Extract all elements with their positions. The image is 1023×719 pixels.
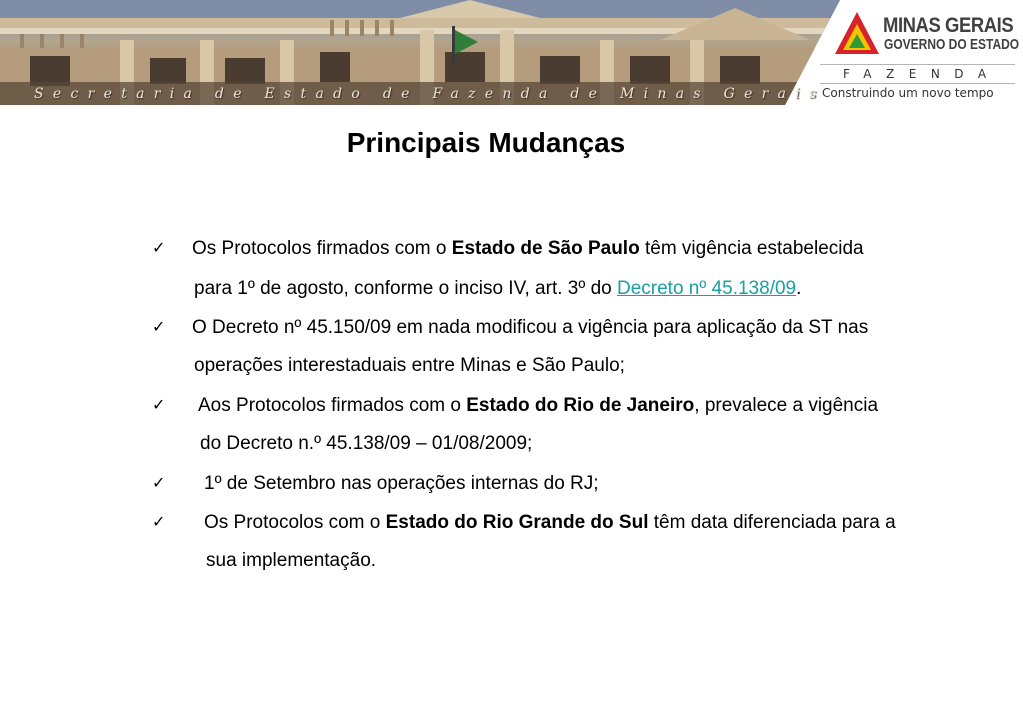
- logo-slogan: Construindo um novo tempo: [822, 86, 994, 100]
- decree-link[interactable]: Decreto nº 45.138/09: [616, 278, 797, 299]
- checkmark-icon: ✓: [152, 238, 166, 257]
- bold-text: Estado do Rio Grande do Sul: [385, 512, 649, 533]
- bullet-3-line-2: do Decreto n.º 45.138/09 – 01/08/2009;: [200, 433, 533, 454]
- checkmark-icon: ✓: [152, 395, 166, 414]
- bullet-4-line-1: 1º de Setembro nas operações internas do RJ;: [204, 473, 599, 494]
- bullet-1-line-2: para 1º de agosto, conforme o inciso IV, art. 3º do Decreto nº 45.138/09.: [194, 278, 802, 299]
- banner-caption: Secretaria de Estado de Fazenda de Minas Gerais: [34, 86, 826, 102]
- page-title: Principais Mudanças: [346, 127, 626, 158]
- logo-department: FAZENDA: [843, 67, 1001, 81]
- checkmark-icon: ✓: [152, 512, 166, 531]
- bold-text: Estado do Rio de Janeiro: [466, 395, 695, 416]
- bullet-2-line-2: operações interestaduais entre Minas e São Paulo;: [194, 355, 625, 376]
- checkmark-icon: ✓: [152, 317, 166, 336]
- logo-divider: [820, 83, 1015, 84]
- bullet-1-line-1: Os Protocolos firmados com o Estado de São Paulo têm vigência estabelecida: [192, 238, 864, 259]
- bullet-5-line-1: Os Protocolos com o Estado do Rio Grande do Sul têm data diferenciada para a: [204, 512, 896, 533]
- logo-state-name: MINAS GERAIS: [883, 14, 1014, 37]
- bullet-3-line-1: Aos Protocolos firmados com o Estado do Rio de Janeiro, prevalece a vigência: [198, 395, 879, 416]
- triangle-logo-icon: [833, 10, 881, 58]
- bold-text: Estado de São Paulo: [451, 238, 640, 259]
- logo-divider: [820, 64, 1015, 65]
- logo-government: GOVERNO DO ESTADO: [884, 36, 1020, 53]
- checkmark-icon: ✓: [152, 473, 166, 492]
- bullet-2-line-1: O Decreto nº 45.150/09 em nada modificou a vigência para aplicação da ST nas: [192, 317, 869, 338]
- bullet-5-line-2: sua implementação.: [206, 550, 377, 571]
